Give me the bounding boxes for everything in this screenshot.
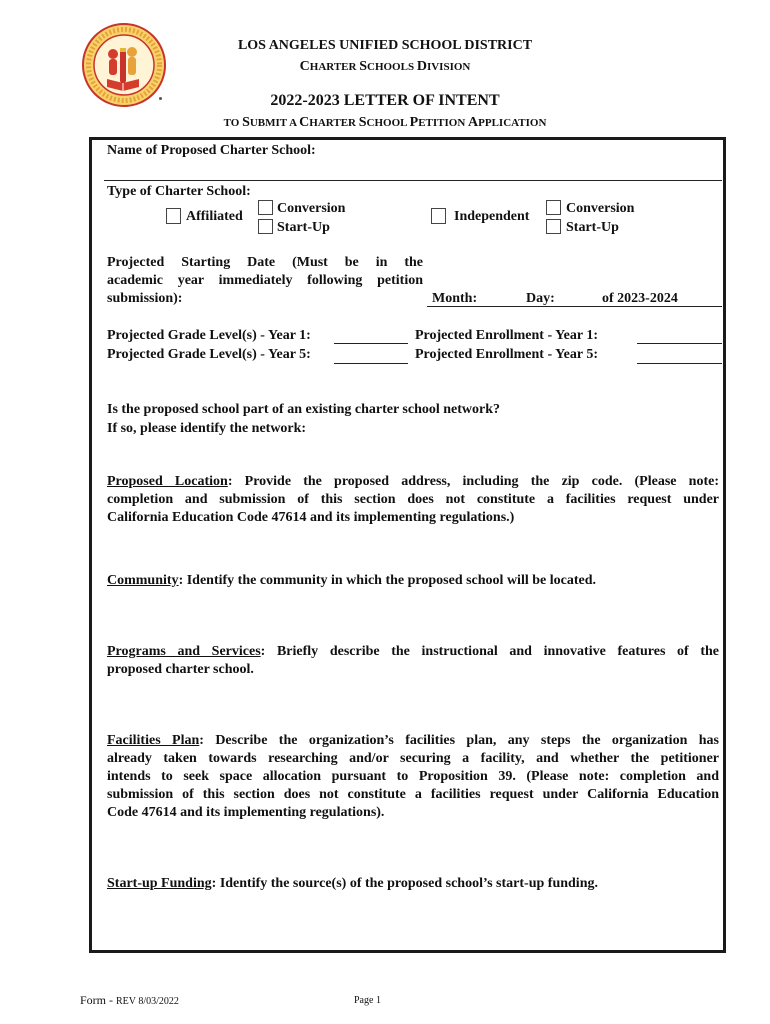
footer-page-number: Page 1 bbox=[354, 995, 381, 1006]
enrollment-year1-label: Projected Enrollment - Year 1: bbox=[415, 328, 598, 343]
affiliated-startup-checkbox[interactable] bbox=[258, 219, 273, 234]
year-label: of 2023-2024 bbox=[602, 291, 678, 306]
location-section-line2: completion and submission of this section does not constitute a facilities request under bbox=[107, 492, 719, 507]
charter-type-label: Type of Charter School: bbox=[107, 184, 251, 199]
community-heading: Community bbox=[107, 573, 179, 588]
funding-section: Start-up Funding: Identify the source(s) of the proposed school’s start-up funding. bbox=[107, 876, 598, 891]
facilities-section-line3: intends to seek space allocation pursuant to Proposition 39. (Please note: completion and bbox=[107, 769, 719, 784]
independent-label: Independent bbox=[454, 209, 530, 224]
independent-conversion-checkbox[interactable] bbox=[546, 200, 561, 215]
location-heading: Proposed Location bbox=[107, 474, 228, 489]
page-title: 2022-2023 LETTER OF INTENT bbox=[270, 92, 500, 109]
independent-conversion-label: Conversion bbox=[566, 201, 635, 216]
independent-checkbox[interactable] bbox=[431, 208, 446, 224]
affiliated-conversion-checkbox[interactable] bbox=[258, 200, 273, 215]
grade-year5-field[interactable] bbox=[334, 349, 408, 364]
page-subtitle bbox=[0, 113, 770, 131]
subtitle-part: P bbox=[409, 115, 419, 130]
subtitle-part: CHOOL bbox=[366, 117, 410, 129]
network-question: Is the proposed school part of an existing charter school network? bbox=[107, 402, 501, 417]
start-date-field[interactable] bbox=[427, 306, 722, 307]
grade-year5-label: Projected Grade Level(s) - Year 5: bbox=[107, 347, 311, 362]
independent-startup-label: Start-Up bbox=[566, 220, 619, 235]
grade-year1-label: Projected Grade Level(s) - Year 1: bbox=[107, 328, 311, 343]
facilities-section-line2: already taken towards researching and/or securing a facility, and whether the petitioner bbox=[107, 751, 719, 766]
network-identify-label: If so, please identify the network: bbox=[107, 421, 307, 436]
start-date-label-line2: academic year immediately following petition bbox=[107, 273, 423, 288]
programs-section-line2: proposed charter school. bbox=[107, 662, 254, 677]
subtitle-part: A bbox=[468, 115, 479, 130]
affiliated-startup-label: Start-Up bbox=[277, 220, 330, 235]
subtitle-part: S bbox=[242, 115, 250, 130]
facilities-section-line4: submission of this section does not constitute a facilities request under California Education bbox=[107, 787, 719, 802]
enrollment-year5-field[interactable] bbox=[637, 349, 722, 364]
grade-year1-field[interactable] bbox=[334, 329, 408, 344]
affiliated-conversion-label: Conversion bbox=[277, 201, 346, 216]
programs-section-line1: Programs and Services: Briefly describe the instructional and innovative features of the bbox=[107, 644, 719, 659]
subtitle-part: ETITION bbox=[418, 117, 469, 129]
affiliated-label: Affiliated bbox=[186, 209, 243, 224]
subtitle-part: C bbox=[299, 115, 310, 130]
start-date-label-line3: submission): bbox=[107, 291, 183, 306]
month-label: Month: bbox=[432, 291, 478, 306]
subtitle-part: TO bbox=[223, 117, 243, 129]
funding-heading: Start-up Funding bbox=[107, 876, 212, 891]
school-name-label: Name of Proposed Charter School: bbox=[107, 143, 316, 158]
school-name-field[interactable] bbox=[104, 180, 722, 181]
enrollment-year1-field[interactable] bbox=[637, 329, 722, 344]
division-name: CHARTER SCHOOLS DIVISION bbox=[299, 59, 471, 74]
subtitle-part: PPLICATION bbox=[478, 117, 547, 129]
location-section-line3: California Education Code 47614 and its implementing regulations.) bbox=[107, 510, 515, 525]
district-name: LOS ANGELES UNIFIED SCHOOL DISTRICT bbox=[237, 38, 533, 53]
footer-form-label: Form - REV 8/03/2022 bbox=[80, 993, 179, 1007]
facilities-heading: Facilities Plan bbox=[107, 733, 200, 748]
subtitle-part: S bbox=[358, 115, 367, 130]
facilities-section-line1: Facilities Plan: Describe the organization’s facilities plan, any steps the organization has bbox=[107, 733, 719, 748]
day-label: Day: bbox=[526, 291, 555, 306]
location-section-line1: Proposed Location: Provide the proposed address, including the zip code. (Please note: bbox=[107, 474, 719, 489]
start-date-label-line1: Projected Starting Date (Must be in the bbox=[107, 255, 423, 270]
independent-startup-checkbox[interactable] bbox=[546, 219, 561, 234]
enrollment-year5-label: Projected Enrollment - Year 5: bbox=[415, 347, 598, 362]
programs-heading: Programs and Services bbox=[107, 644, 261, 659]
affiliated-checkbox[interactable] bbox=[166, 208, 181, 224]
community-section: Community: Identify the community in which the proposed school will be located. bbox=[107, 573, 596, 588]
subtitle-part: HARTER bbox=[309, 117, 359, 129]
facilities-section-line5: Code 47614 and its implementing regulations). bbox=[107, 805, 385, 820]
subtitle-part: UBMIT A bbox=[249, 117, 300, 129]
